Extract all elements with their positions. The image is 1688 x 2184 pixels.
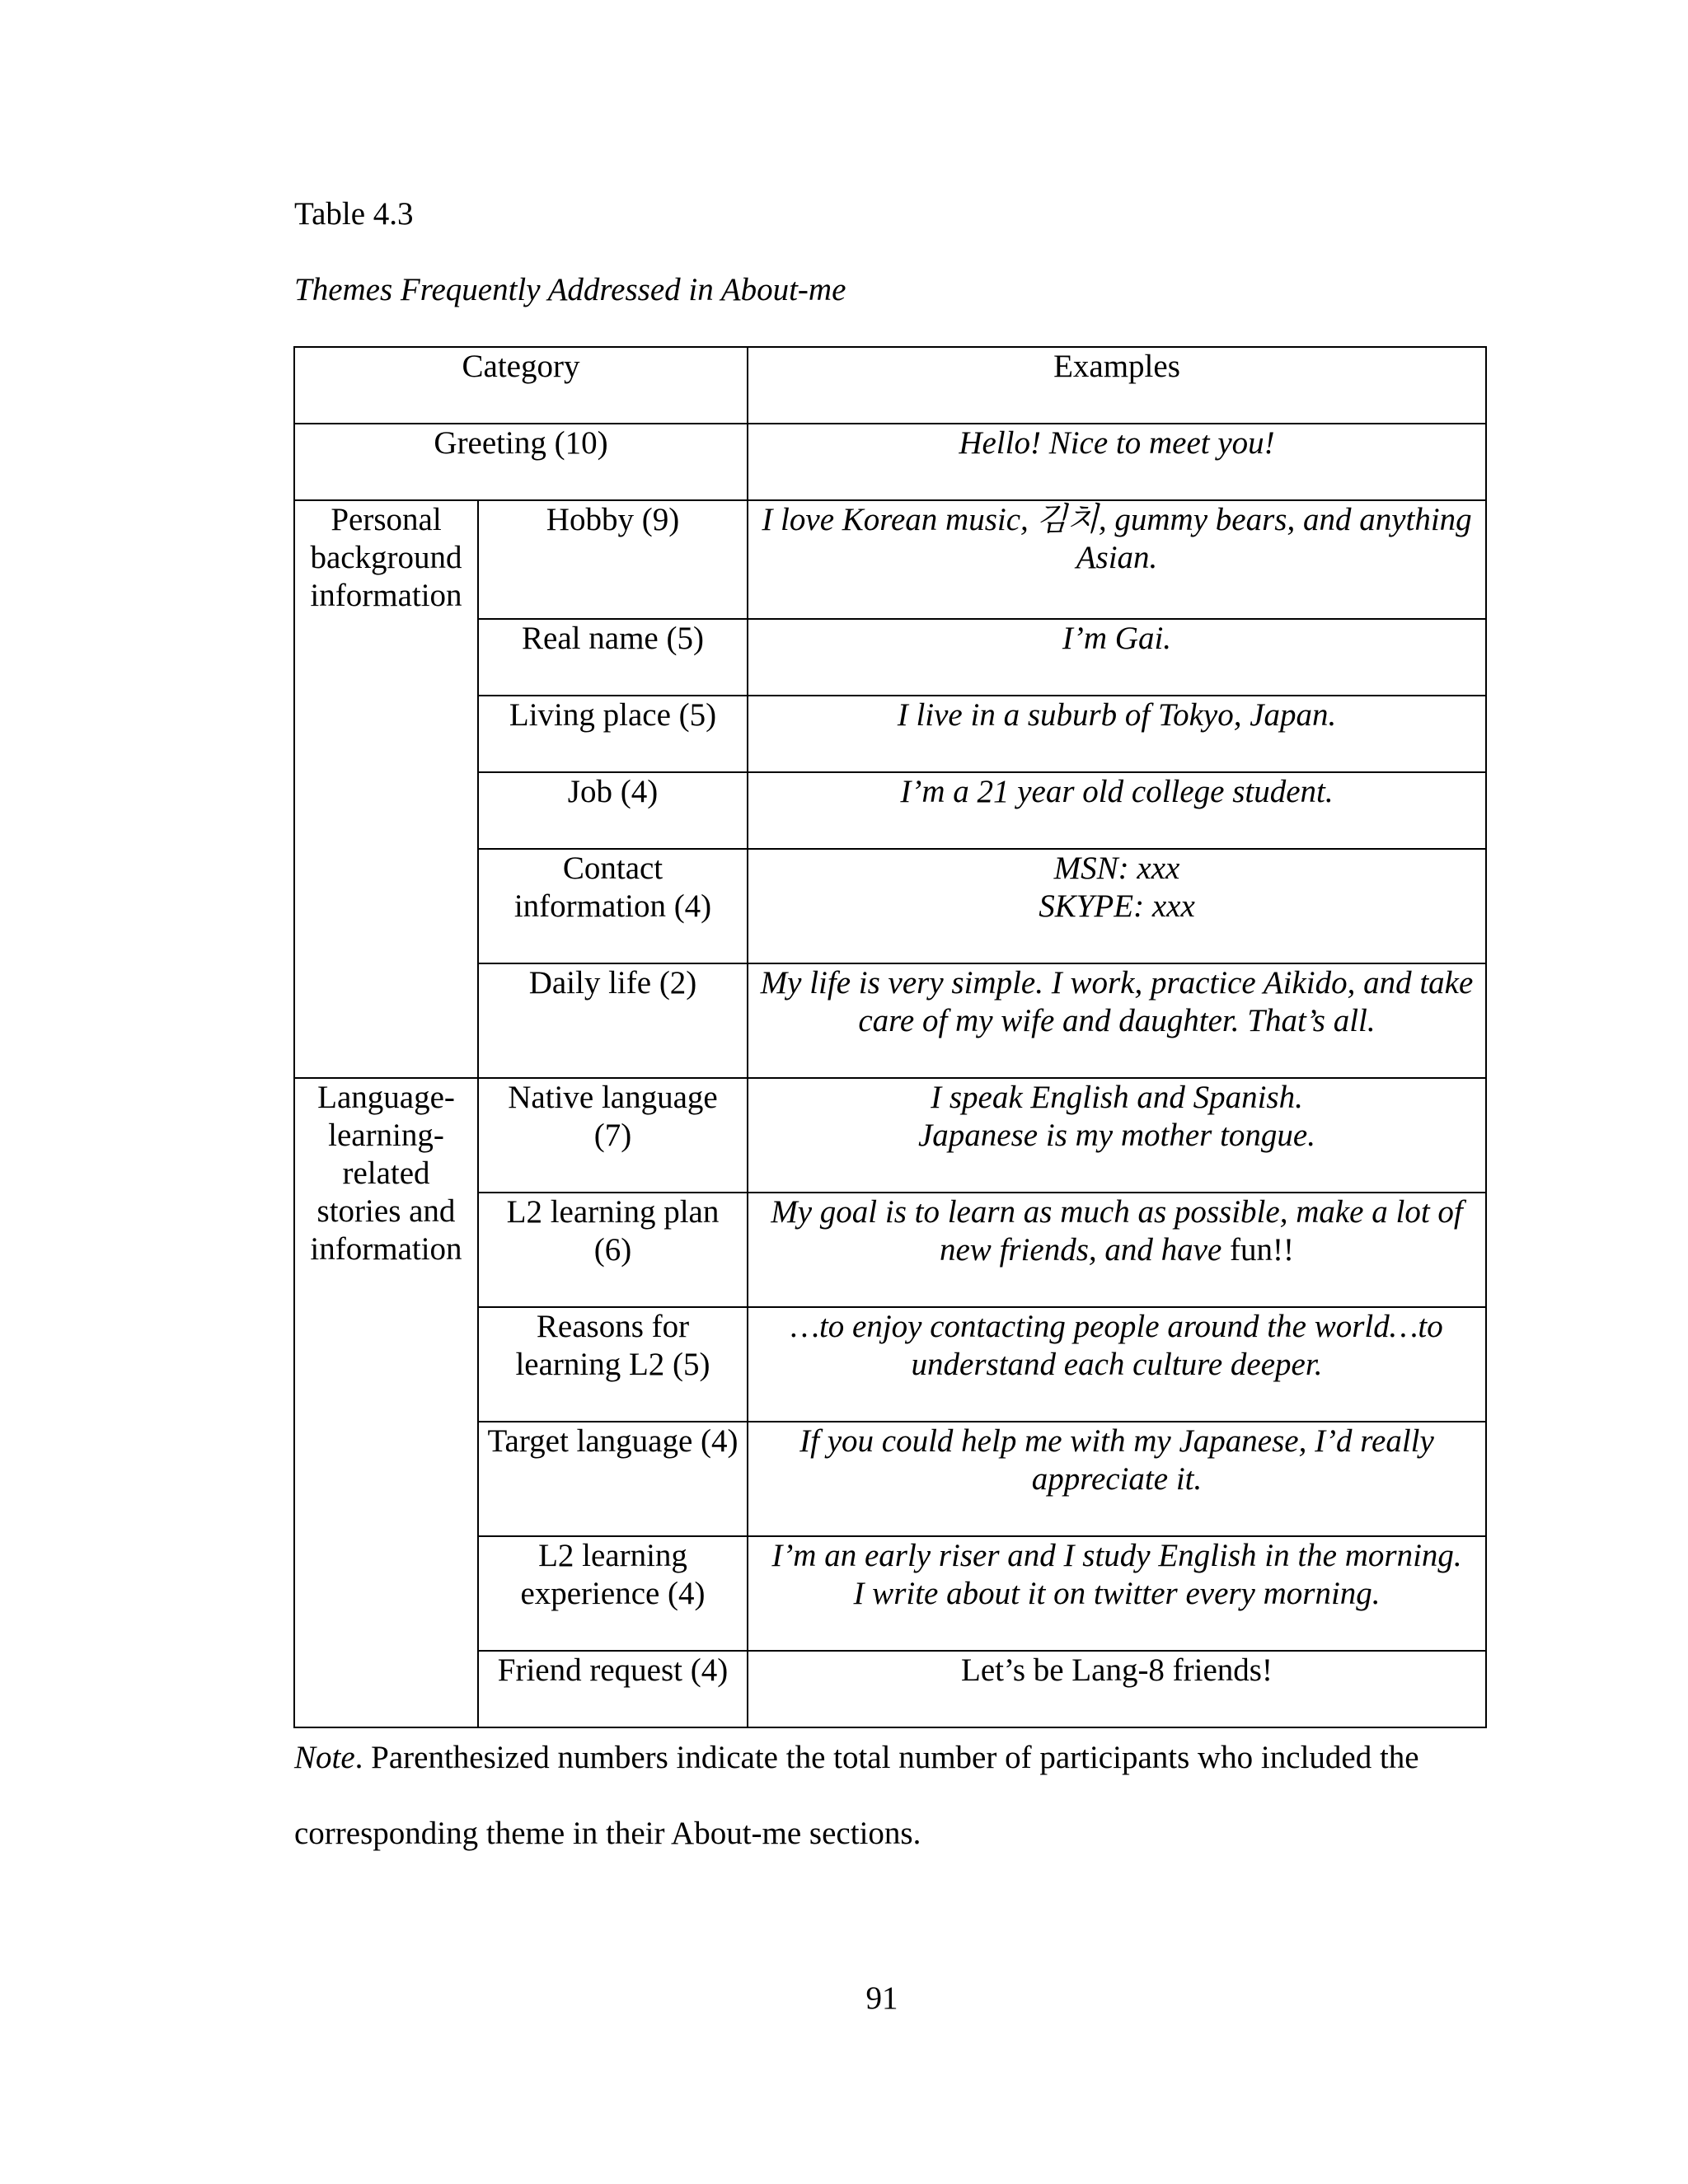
example-line: I speak English and Spanish. bbox=[931, 1080, 1303, 1115]
table-row bbox=[294, 1078, 1486, 1193]
example-cell: I live in a suburb of Tokyo, Japan. bbox=[748, 696, 1486, 772]
theme-cell: L2 learning experience (4) bbox=[478, 1536, 748, 1651]
example-cell: I’m Gai. bbox=[748, 619, 1486, 696]
example-cell: I’m a 21 year old college student. bbox=[748, 772, 1486, 849]
group-label-line: Language- bbox=[317, 1080, 455, 1115]
header-examples: Examples bbox=[748, 347, 1486, 424]
theme-cell: Target language (4) bbox=[478, 1422, 748, 1536]
theme-cell: Hobby (9) bbox=[478, 500, 748, 619]
example-line: SKYPE: xxx bbox=[1039, 888, 1195, 924]
theme-cell: Living place (5) bbox=[478, 696, 748, 772]
example-cell: My life is very simple. I work, practice Aikido, and take care of my wife and daughter. That’s all. bbox=[748, 963, 1486, 1078]
example-cell bbox=[748, 1193, 1486, 1307]
header-category: Category bbox=[294, 347, 748, 424]
theme-cell: L2 learning plan (6) bbox=[478, 1193, 748, 1307]
table-note bbox=[294, 1720, 1498, 1872]
group-label-personal: Personal background information bbox=[294, 500, 478, 1078]
table-title: Themes Frequently Addressed in About-me bbox=[294, 272, 846, 307]
example-plain-text: fun!! bbox=[1230, 1232, 1294, 1268]
example-line: MSN: xxx bbox=[1053, 851, 1180, 886]
group-label-line: information bbox=[310, 1231, 462, 1267]
example-cell: …to enjoy contacting people around the world…to understand each culture deeper. bbox=[748, 1307, 1486, 1422]
note-label: Note bbox=[294, 1740, 355, 1775]
greeting-category: Greeting (10) bbox=[294, 424, 748, 500]
example-cell: Let’s be Lang-8 friends! bbox=[748, 1651, 1486, 1727]
example-italic-text: My goal is to learn as much as possible, make a lot of new friends, and have bbox=[771, 1194, 1463, 1268]
group-label-line: learning- bbox=[328, 1118, 444, 1153]
example-line: I’m an early riser and I study English in the morning. bbox=[771, 1538, 1462, 1573]
table-row bbox=[294, 500, 1486, 619]
greeting-example: Hello! Nice to meet you! bbox=[748, 424, 1486, 500]
theme-cell: Real name (5) bbox=[478, 619, 748, 696]
themes-table bbox=[293, 346, 1487, 1728]
theme-cell: Job (4) bbox=[478, 772, 748, 849]
group-label-language bbox=[294, 1078, 478, 1727]
example-line: I write about it on twitter every morning. bbox=[853, 1576, 1381, 1611]
theme-cell: Daily life (2) bbox=[478, 963, 748, 1078]
group-label-line: stories and bbox=[316, 1193, 456, 1229]
example-line: Japanese is my mother tongue. bbox=[918, 1118, 1315, 1153]
example-cell bbox=[748, 1078, 1486, 1193]
header-row bbox=[294, 347, 1486, 424]
example-cell bbox=[748, 849, 1486, 963]
example-cell: If you could help me with my Japanese, I’d really appreciate it. bbox=[748, 1422, 1486, 1536]
table-row bbox=[294, 424, 1486, 500]
theme-cell: Friend request (4) bbox=[478, 1651, 748, 1727]
theme-cell: Native language (7) bbox=[478, 1078, 748, 1193]
example-cell bbox=[748, 1536, 1486, 1651]
note-text: . Parenthesized numbers indicate the total number of participants who included the corresponding theme in their About-me sections. bbox=[294, 1740, 1419, 1851]
table-number: Table 4.3 bbox=[294, 196, 414, 232]
theme-cell: Contact information (4) bbox=[478, 849, 748, 963]
example-cell: I love Korean music, 김치, gummy bears, and anything Asian. bbox=[748, 500, 1486, 619]
group-label-line: related bbox=[342, 1155, 430, 1191]
page-number: 91 bbox=[865, 1980, 898, 2016]
theme-cell: Reasons for learning L2 (5) bbox=[478, 1307, 748, 1422]
